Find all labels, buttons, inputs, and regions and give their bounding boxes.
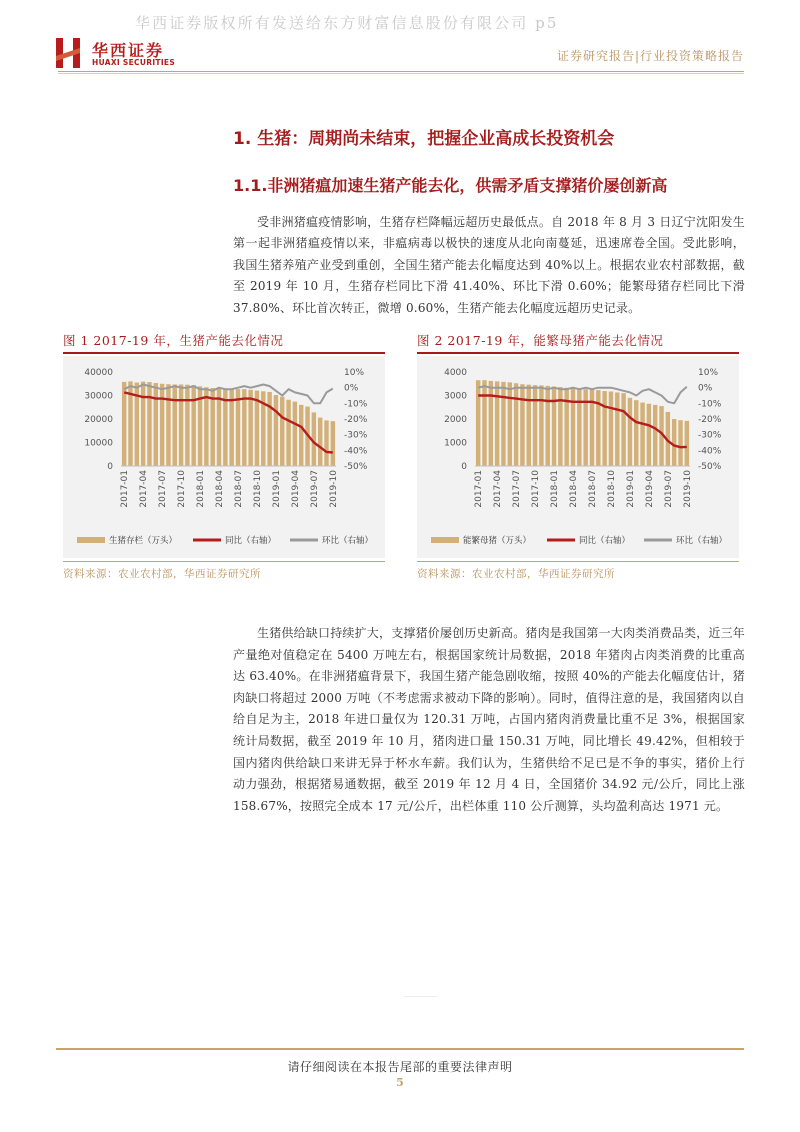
chart-bar xyxy=(267,392,271,466)
figure-title: 图 2 2017-19 年，能繁母猪产能去化情况 xyxy=(417,333,664,348)
x-axis-tick-label: 2019-10 xyxy=(328,470,339,508)
chart-bar xyxy=(501,382,505,466)
x-axis-tick-label: 2017-04 xyxy=(139,470,150,508)
chart-bar xyxy=(495,381,499,466)
legend-label: 环比（右轴） xyxy=(322,536,374,546)
left-axis-tick-label: 4000 xyxy=(444,368,467,378)
chart-bar xyxy=(609,392,613,466)
chart-bar xyxy=(122,382,126,466)
legend-label: 能繁母猪（万头） xyxy=(463,536,532,546)
figure-chart-panel xyxy=(417,356,739,558)
right-axis-tick-label: 0% xyxy=(344,383,359,394)
subsection-title: 1.1.非洲猪瘟加速生猪产能去化，供需矛盾支撑猪价屡创新高 xyxy=(233,176,668,195)
chart-bar xyxy=(160,384,164,466)
chart-bar xyxy=(280,397,284,466)
chart-bar xyxy=(514,383,518,466)
right-axis-tick-label: -10% xyxy=(698,399,722,410)
left-axis-tick-label: 1000 xyxy=(444,438,467,449)
right-axis-tick-label: -10% xyxy=(344,399,368,410)
chart-bar xyxy=(647,404,651,466)
chart-bar xyxy=(154,383,158,466)
footer-disclaimer: 请仔细阅读在本报告尾部的重要法律声明 xyxy=(287,1060,513,1074)
x-axis-tick-label: 2018-01 xyxy=(196,470,207,508)
right-axis-tick-label: -50% xyxy=(344,462,368,472)
figure-source: 资料来源：农业农村部，华西证券研究所 xyxy=(417,568,615,580)
figure-bottom-rule xyxy=(417,561,739,562)
x-axis-tick-label: 2018-07 xyxy=(233,470,244,508)
chart-bar xyxy=(324,420,328,466)
header-divider-thin xyxy=(58,73,744,74)
right-axis-tick-label: -40% xyxy=(698,446,722,457)
chart-bar xyxy=(577,389,581,466)
x-axis-tick-label: 2018-10 xyxy=(252,470,263,508)
legend-label: 环比（右轴） xyxy=(676,536,728,546)
legend-swatch xyxy=(77,537,105,543)
figure-bottom-rule xyxy=(63,561,385,562)
chart-bar xyxy=(653,405,657,466)
chart-bar xyxy=(685,421,689,466)
chart-bar xyxy=(602,391,606,466)
chart-bar xyxy=(527,385,531,466)
legend-label: 同比（右轴） xyxy=(579,536,631,546)
chart-bar xyxy=(331,421,335,466)
x-axis-tick-label: 2019-04 xyxy=(290,470,301,508)
chart-bar xyxy=(546,386,550,466)
x-axis-tick-label: 2018-04 xyxy=(569,470,580,508)
figure-source: 资料来源：农业农村部，华西证券研究所 xyxy=(63,568,261,580)
left-axis-tick-label: 30000 xyxy=(84,391,113,402)
x-axis-tick-label: 2018-01 xyxy=(550,470,561,508)
chart-bar xyxy=(274,395,278,466)
left-axis-tick-label: 0 xyxy=(461,462,467,472)
chart-bar xyxy=(552,387,556,466)
huaxi-logo-icon xyxy=(54,36,88,70)
legend-swatch xyxy=(431,537,459,543)
chart-bar xyxy=(596,390,600,466)
chart-bar xyxy=(147,382,151,466)
report-type: 证券研究报告|行业投资策略报告 xyxy=(556,49,744,63)
right-axis-tick-label: 10% xyxy=(344,368,365,378)
faint-mark xyxy=(404,996,438,997)
chart-bar xyxy=(678,420,682,466)
figure-chart-panel xyxy=(63,356,385,558)
chart-bar xyxy=(248,390,252,466)
x-axis-tick-label: 2019-10 xyxy=(682,470,693,508)
x-axis-tick-label: 2017-01 xyxy=(120,470,131,508)
chart-bar xyxy=(299,405,303,466)
x-axis-tick-label: 2017-10 xyxy=(531,470,542,508)
x-axis-tick-label: 2019-01 xyxy=(625,470,636,508)
chart-bar xyxy=(173,384,177,466)
x-axis-tick-label: 2019-07 xyxy=(663,470,674,508)
x-axis-tick-label: 2017-01 xyxy=(474,470,485,508)
section-title: 1. 生猪：周期尚未结束，把握企业高成长投资机会 xyxy=(233,129,615,149)
chart-bar xyxy=(482,380,486,466)
chart-bar xyxy=(166,384,170,466)
chart-bar xyxy=(293,402,297,466)
chart-bar xyxy=(520,384,524,466)
right-axis-tick-label: 10% xyxy=(698,368,719,378)
right-axis-tick-label: -20% xyxy=(344,415,368,425)
x-axis-tick-label: 2019-04 xyxy=(644,470,655,508)
legend-label: 生猪存栏（万头） xyxy=(109,536,178,546)
chart-bar xyxy=(621,393,625,466)
right-axis-tick-label: -50% xyxy=(698,462,722,472)
x-axis-tick-label: 2017-04 xyxy=(493,470,504,508)
chart-bar xyxy=(640,403,644,466)
x-axis-tick-label: 2017-07 xyxy=(158,470,169,508)
chart-bar xyxy=(489,381,493,466)
x-axis-tick-label: 2019-07 xyxy=(309,470,320,508)
chart-bar xyxy=(533,385,537,466)
legend-label: 同比（右轴） xyxy=(225,536,277,546)
right-axis-tick-label: -40% xyxy=(344,446,368,457)
left-axis-tick-label: 0 xyxy=(107,462,113,472)
body-paragraph: 生猪供给缺口持续扩大，支撑猪价屡创历史新高。猪肉是我国第一大肉类消费品类，近三年产量绝对值稳定在 5400 万吨左右，根据国家统计局数据，2018 年猪肉占肉类消费的比重高达 63.40%。在非洲猪瘟背景下，我国生猪产能急剧收缩，按照 40%的产能去化幅度估计，猪肉缺口将超过 2000 万吨（不考虑需求被动下降的影响）。同时，值得注意的是，我国猪肉以自给自足为主，2018 年进口量仅为 120.31 万吨，占国内猪肉消费量比重不足 3%，根据国家统计局数据，截至 2019 年 10 月，猪肉进口量 150.31 万吨，同比增长 49.42%，但相较于国内猪肉供给缺口来讲无异于杯水车薪。我们认为，生猪供给不足已是不争的事实，猪价上行动力强劲，根据猪易通数据，截至 2019 年 12 月 4 日，全国猪价 34.92 元/公斤，同比上涨 158.67%，按照完全成本 17 元/公斤，出栏体重 110 公斤测算，头均盈利高达 1971 元。 xyxy=(233,626,746,813)
x-axis-tick-label: 2018-04 xyxy=(215,470,226,508)
chart-bar xyxy=(634,400,638,466)
left-axis-tick-label: 20000 xyxy=(84,415,113,425)
x-axis-tick-label: 2017-07 xyxy=(512,470,523,508)
chart-bar xyxy=(558,387,562,466)
chart-bar xyxy=(508,382,512,466)
x-axis-tick-label: 2018-07 xyxy=(587,470,598,508)
chart-bar xyxy=(564,388,568,466)
left-axis-tick-label: 3000 xyxy=(444,391,467,402)
x-axis-tick-label: 2019-01 xyxy=(271,470,282,508)
chart-bar xyxy=(242,389,246,466)
chart-bar xyxy=(185,385,189,466)
chart-bar xyxy=(286,400,290,466)
chart-bar xyxy=(476,380,480,466)
chart-bar xyxy=(615,392,619,466)
figure-top-rule xyxy=(417,352,739,354)
figure-top-rule xyxy=(63,352,385,354)
chart-bar xyxy=(539,385,543,466)
page-number: 5 xyxy=(396,1076,404,1089)
logo-name: 华西证券 xyxy=(92,41,165,60)
right-axis-tick-label: -30% xyxy=(344,430,368,441)
watermark-text: 华西证券版权所有发送给东方财富信息股份有限公司 p5 xyxy=(135,14,559,32)
chart-bar xyxy=(179,384,183,466)
left-axis-tick-label: 10000 xyxy=(84,438,113,449)
footer-divider xyxy=(56,1048,744,1050)
chart-bar xyxy=(571,388,575,466)
left-axis-tick-label: 40000 xyxy=(84,368,113,378)
chart-bar xyxy=(672,419,676,466)
right-axis-tick-label: -30% xyxy=(698,430,722,441)
chart-bar xyxy=(141,382,145,466)
chart-bar xyxy=(318,418,322,466)
header-divider xyxy=(58,71,744,72)
chart-sow-inventory xyxy=(417,356,739,558)
figure-title: 图 1 2017-19 年，生猪产能去化情况 xyxy=(63,333,284,348)
right-axis-tick-label: 0% xyxy=(698,383,713,394)
right-axis-tick-label: -20% xyxy=(698,415,722,425)
left-axis-tick-label: 2000 xyxy=(444,415,467,425)
x-axis-tick-label: 2018-10 xyxy=(606,470,617,508)
body-paragraph: 受非洲猪瘟疫情影响，生猪存栏降幅远超历史最低点。自 2018 年 8 月 3 日辽宁沈阳发生第一起非洲猪瘟疫情以来，非瘟病毒以极快的速度从北向南蔓延，迅速席卷全国。受此影响，我国生猪养殖产业受到重创，全国生猪产能去化幅度达到 40%以上。根据农业农村部数据，截至 2019 年 10 月，生猪存栏同比下滑 41.40%、环比下滑 0.60%；能繁母猪存栏同比下滑 37.80%、环比首次转正，微增 0.60%，生猪产能去化幅度远超历史记录。 xyxy=(233,215,745,315)
chart-bar xyxy=(204,387,208,466)
x-axis-tick-label: 2017-10 xyxy=(177,470,188,508)
chart-bar xyxy=(192,385,196,466)
chart-hog-inventory xyxy=(63,356,385,558)
chart-bar xyxy=(628,398,632,466)
logo-english-name: HUAXI SECURITIES xyxy=(92,58,176,67)
